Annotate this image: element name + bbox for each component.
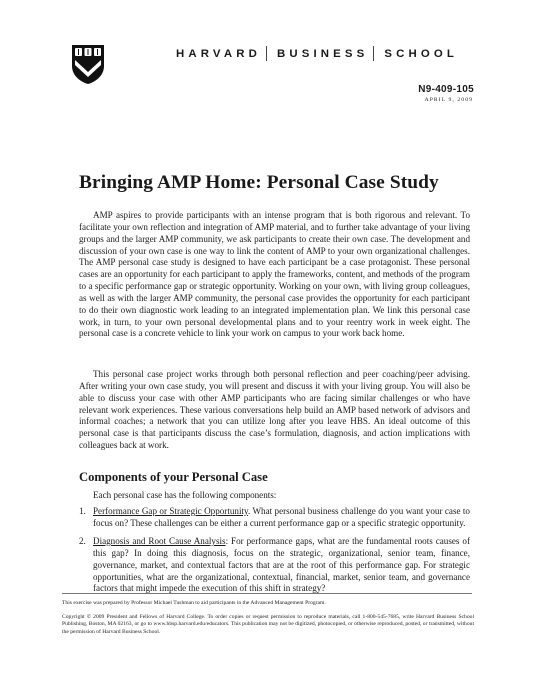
components-heading: Components of your Personal Case xyxy=(79,470,268,484)
list-item-label: Diagnosis and Root Cause Analysis xyxy=(93,536,226,546)
page-title: Bringing AMP Home: Personal Case Study xyxy=(79,172,439,193)
list-item-text: . What personal business challenge do you want your case to focus on? These challenges can be either a current performance gap or a specific strategic opportunity. xyxy=(93,506,470,528)
list-item-body xyxy=(93,536,470,595)
wordmark-school: SCHOOL xyxy=(384,47,459,60)
wordmark-business: BUSINESS xyxy=(276,47,369,60)
footnote-divider xyxy=(62,593,472,594)
wordmark-harvard: HARVARD xyxy=(176,47,261,60)
list-item-number: 1. xyxy=(79,506,86,516)
components-lead: Each personal case has the following components: xyxy=(93,490,277,500)
footnote-prepared: This exercise was prepared by Professor Michael Tushman to aid participants in the Advanced Management Program. xyxy=(62,600,326,606)
list-item-body xyxy=(93,506,470,530)
wordmark-divider xyxy=(266,46,267,61)
intro-paragraph: AMP aspires to provide participants with an intense program that is both rigorous and relevant. To facilitate your own reflection and integration of AMP material, and to further take advantage of your living groups and the larger AMP community, we ask participants to create their own case. The development and discussion of your own case is one way to link the content of AMP to your own organizational challenges. The AMP personal case study is designed to have each participant be a case protagonist. These personal cases are an opportunity for each participant to apply the frameworks, content, and methods of the program to a specific performance gap or strategic opportunity. Working on your own, with living group colleagues, as well as with the larger AMP community, the personal case provides the opportunity for each participant to do their own diagnostic work leading to an integrated implementation plan. We link this personal case work, in turn, to your own personal developmental plans and to your reentry work in week eight. The personal case is a concrete vehicle to link your work on campus to your work back home. xyxy=(79,210,470,339)
footnote-copyright: Copyright © 2009 President and Fellows of Harvard College. To order copies or request permission to reproduce materials, call 1-800-545-7685, write Harvard Business School Publishing, Boston, MA 02163, or go to www.hbsp.harvard.edu/educators. This publication may not be digitized, photocopied, or otherwise reproduced, posted, or transmitted, without the permission of Harvard Business School. xyxy=(62,614,474,635)
list-item xyxy=(79,506,470,530)
list-item-number: 2. xyxy=(79,536,86,546)
document-date: APRIL 9, 2009 xyxy=(424,97,473,103)
wordmark-divider xyxy=(373,46,374,61)
hbs-shield-logo xyxy=(71,44,105,85)
document-number: N9-409-105 xyxy=(418,84,474,95)
school-wordmark xyxy=(176,46,458,61)
list-item xyxy=(79,536,470,595)
process-paragraph: This personal case project works through both personal reflection and peer coaching/peer advising. After writing your own case study, you will present and discuss it with your living group. You will also be able to discuss your case with other AMP participants who are facing similar challenges or who have relevant work experiences. These various conversations help build an AMP based network of advisors and informal coaches; a network that you can utilize long after you leave HBS. An ideal outcome of this personal case is that participants discuss the case’s formulation, diagnosis, and action implications with colleagues back at work. xyxy=(79,369,470,451)
list-item-label: Performance Gap or Strategic Opportunity xyxy=(93,506,248,516)
list-item-text: : For performance gaps, what are the fundamental roots causes of this gap? In doing this diagnosis, focus on the strategic, organizational, senior team, finance, governance, market, and contextual factors that are at the root of this performance gap. For strategic opportunities, what are the organizational, contextual, financial, market, senior team, and governance factors that might impede the execution of this shift in strategy? xyxy=(93,536,470,594)
